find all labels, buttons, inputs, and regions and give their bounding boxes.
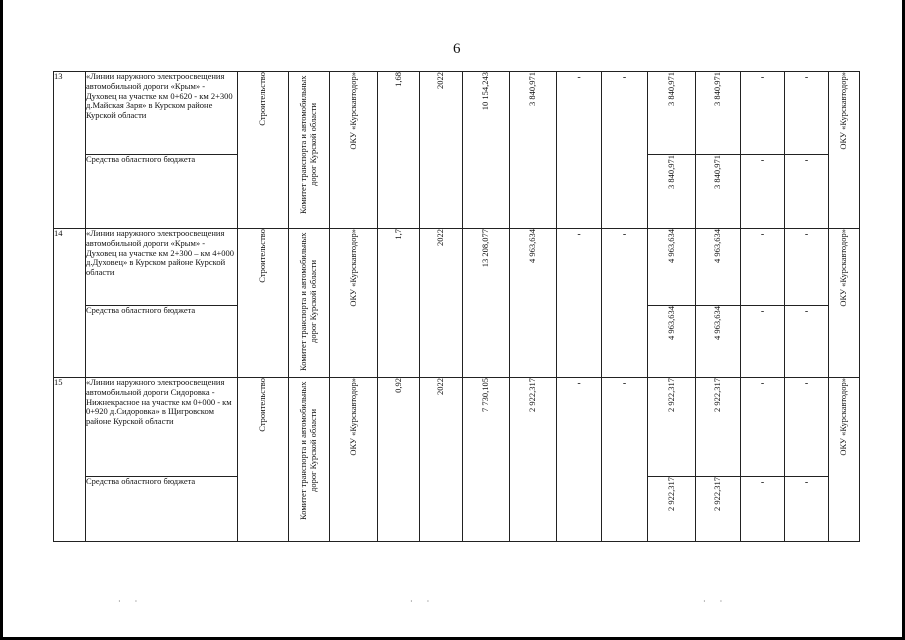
value-cell xyxy=(648,155,696,229)
year: 2022 xyxy=(435,378,446,395)
scan-edge-left xyxy=(0,0,3,640)
empty-col-a xyxy=(557,229,602,378)
limit-cell xyxy=(510,229,557,378)
value-3-budget: - xyxy=(760,306,765,317)
developer-cell xyxy=(330,229,378,378)
value-1-budget: 2 922,317 xyxy=(665,477,676,511)
value-4-budget: - xyxy=(804,306,809,317)
dash-b: - xyxy=(622,72,627,83)
value-1-total: 2 922,317 xyxy=(665,378,676,412)
work-type-cell xyxy=(238,229,289,378)
value-cell xyxy=(696,72,741,155)
value-4-total: - xyxy=(804,72,809,83)
value-4-budget: - xyxy=(804,477,809,488)
value-cell xyxy=(785,229,829,306)
work-type: Строительство xyxy=(257,378,268,432)
empty-col-b xyxy=(602,72,648,229)
value-3-total: - xyxy=(760,229,765,240)
year: 2022 xyxy=(435,229,446,246)
value-2-budget: 3 840,971 xyxy=(712,155,723,189)
developer: ОКУ «Курскавтодор» xyxy=(347,378,358,456)
estimated-cost-cell xyxy=(463,229,510,378)
capacity: 0,92 xyxy=(392,378,403,393)
table-row xyxy=(54,378,860,477)
value-cell xyxy=(696,229,741,306)
object-title: «Линии наружного электроосвещения автомобильной дороги «Крым» - Духовец на участке км 2+300 – км 4+000 д.Духовец» в Курском районе Курской области xyxy=(86,229,238,306)
scan-speck: · · xyxy=(410,597,430,606)
funding-source: Средства областного бюджета xyxy=(86,155,238,229)
customer-cell xyxy=(289,72,330,229)
value-cell xyxy=(648,72,696,155)
value-cell xyxy=(648,477,696,542)
operator-cell xyxy=(829,378,860,542)
limit-cell xyxy=(510,378,557,542)
year-cell xyxy=(420,72,463,229)
funding-source: Средства областного бюджета xyxy=(86,306,238,378)
estimated-cost-cell xyxy=(463,72,510,229)
value-cell xyxy=(741,229,785,306)
limit-cell xyxy=(510,72,557,229)
limit: 2 922,317 xyxy=(527,378,538,412)
value-cell xyxy=(785,306,829,378)
empty-col-a xyxy=(557,72,602,229)
limit: 4 963,634 xyxy=(527,229,538,263)
work-type: Строительство xyxy=(257,72,268,126)
value-cell xyxy=(785,378,829,477)
empty-col-b xyxy=(602,229,648,378)
estimated-cost-cell xyxy=(463,378,510,542)
dash-a: - xyxy=(577,72,581,83)
empty-col-a xyxy=(557,378,602,542)
value-cell xyxy=(696,477,741,542)
value-2-total: 3 840,971 xyxy=(712,72,723,106)
scan-speck: · · xyxy=(703,597,723,606)
customer: Комитет транспорта и автомобильных дорог Курской области xyxy=(298,75,318,214)
developer-cell xyxy=(330,72,378,229)
year-cell xyxy=(420,229,463,378)
dash-b: - xyxy=(622,378,627,389)
value-3-total: - xyxy=(760,72,765,83)
value-1-total: 3 840,971 xyxy=(665,72,676,106)
value-cell xyxy=(741,477,785,542)
value-2-budget: 2 922,317 xyxy=(712,477,723,511)
work-type-cell xyxy=(238,72,289,229)
object-title: «Линии наружного электроосвещения автомобильной дороги «Крым» - Духовец на участке км 0+620 - км 2+300 д.Майская Заря» в Курском районе Курской области xyxy=(86,72,238,155)
value-cell xyxy=(696,306,741,378)
funding-source: Средства областного бюджета xyxy=(86,477,238,542)
value-cell xyxy=(741,378,785,477)
year: 2022 xyxy=(435,72,446,89)
customer-cell xyxy=(289,378,330,542)
row-number: 13 xyxy=(54,72,86,229)
row-number: 15 xyxy=(54,378,86,542)
limit: 3 840,971 xyxy=(527,72,538,106)
estimated-cost: 10 154,243 xyxy=(480,72,491,111)
value-2-total: 4 963,634 xyxy=(712,229,723,263)
developer: ОКУ «Курскавтодор» xyxy=(347,72,358,150)
value-2-total: 2 922,317 xyxy=(712,378,723,412)
estimated-cost: 13 208,077 xyxy=(480,229,491,268)
value-cell xyxy=(648,306,696,378)
customer: Комитет транспорта и автомобильных дорог Курской области xyxy=(298,232,318,371)
value-1-total: 4 963,634 xyxy=(665,229,676,263)
operator-cell xyxy=(829,72,860,229)
developer: ОКУ «Курскавтодор» xyxy=(347,229,358,307)
empty-col-b xyxy=(602,378,648,542)
operator: ОКУ «Курскавтодор» xyxy=(838,72,849,150)
table-row xyxy=(54,72,860,155)
value-cell xyxy=(741,306,785,378)
value-1-budget: 3 840,971 xyxy=(665,155,676,189)
object-title: «Линии наружного электроосвещения автомобильной дороги Сидоровка - Нижнекрасное на участке км 0+000 - км 0+920 д.Сидоровка» в Щигровском районе Курской области xyxy=(86,378,238,477)
capacity-cell xyxy=(378,378,420,542)
capacity: 1,7 xyxy=(392,229,403,240)
value-1-budget: 4 963,634 xyxy=(665,306,676,340)
value-3-total: - xyxy=(760,378,765,389)
dash-a: - xyxy=(577,229,581,240)
customer-cell xyxy=(289,229,330,378)
value-4-total: - xyxy=(804,378,809,389)
value-cell xyxy=(785,155,829,229)
scan-speck: · · xyxy=(118,597,138,606)
value-4-budget: - xyxy=(804,155,809,166)
operator-cell xyxy=(829,229,860,378)
estimated-cost: 7 730,105 xyxy=(480,378,491,412)
value-2-budget: 4 963,634 xyxy=(712,306,723,340)
page-number: 6 xyxy=(453,41,461,57)
value-3-budget: - xyxy=(760,477,765,488)
operator: ОКУ «Курскавтодор» xyxy=(838,229,849,307)
work-type: Строительство xyxy=(257,229,268,283)
value-cell xyxy=(648,229,696,306)
value-cell xyxy=(785,477,829,542)
work-type-cell xyxy=(238,378,289,542)
value-cell xyxy=(696,155,741,229)
value-4-total: - xyxy=(804,229,809,240)
capacity: 1,68 xyxy=(392,72,403,87)
value-cell xyxy=(741,155,785,229)
value-cell xyxy=(741,72,785,155)
operator: ОКУ «Курскавтодор» xyxy=(838,378,849,456)
table-row xyxy=(54,229,860,306)
capacity-cell xyxy=(378,229,420,378)
dash-b: - xyxy=(622,229,627,240)
row-number: 14 xyxy=(54,229,86,378)
developer-cell xyxy=(330,378,378,542)
year-cell xyxy=(420,378,463,542)
dash-a: - xyxy=(577,378,581,389)
value-cell xyxy=(696,378,741,477)
capacity-cell xyxy=(378,72,420,229)
value-3-budget: - xyxy=(760,155,765,166)
program-table xyxy=(53,71,860,542)
value-cell xyxy=(785,72,829,155)
value-cell xyxy=(648,378,696,477)
customer: Комитет транспорта и автомобильных дорог Курской области xyxy=(298,381,318,520)
